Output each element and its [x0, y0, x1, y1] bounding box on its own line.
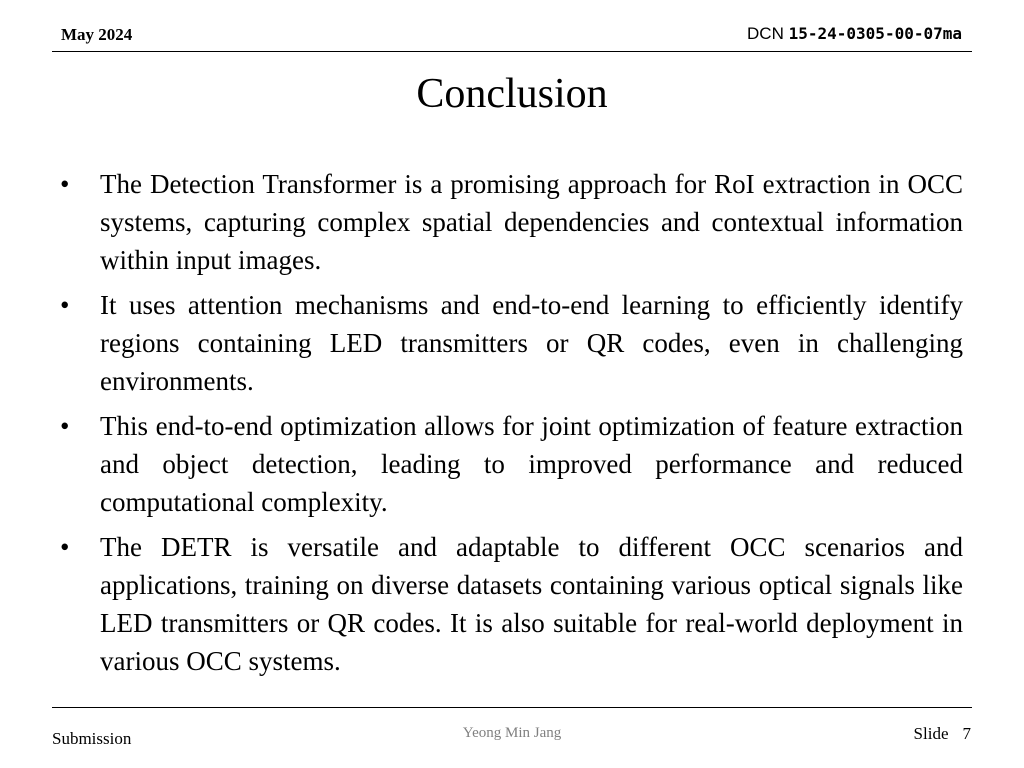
- slide-number: 7: [962, 724, 971, 743]
- bullet-text: The DETR is versatile and adaptable to different OCC scenarios and applications, training on diverse datasets containing various optical signals like LED transmitters or QR codes. It is also suitable for real-world deployment in various OCC systems.: [100, 532, 963, 676]
- dcn-label: DCN: [747, 24, 784, 43]
- slide-title: Conclusion: [416, 71, 608, 117]
- bullet-text: The Detection Transformer is a promising approach for RoI extraction in OCC systems, capturing complex spatial dependencies and contextual information within input images.: [100, 169, 963, 275]
- footer-submission: Submission: [52, 729, 132, 748]
- bullet-dot-icon: •: [60, 532, 70, 562]
- footer-divider: [52, 707, 972, 708]
- slide-label: Slide: [913, 724, 949, 743]
- header-dcn: [747, 24, 962, 44]
- bullet-item: [60, 286, 963, 400]
- bullet-text: This end-to-end optimization allows for joint optimization of feature extraction and object detection, leading to improved performance and reduced computational complexity.: [100, 411, 963, 517]
- header-divider: [52, 51, 972, 52]
- header-date: May 2024: [61, 25, 133, 44]
- bullet-dot-icon: •: [60, 411, 70, 441]
- bullet-item: [60, 165, 963, 279]
- dcn-number: 15-24-0305-00-07ma: [788, 24, 962, 43]
- bullet-item: [60, 407, 963, 521]
- bullet-dot-icon: •: [60, 290, 70, 320]
- bullet-item: [60, 528, 963, 680]
- bullet-dot-icon: •: [60, 169, 70, 199]
- bullet-list: [60, 165, 963, 687]
- bullet-text: It uses attention mechanisms and end-to-end learning to efficiently identify regions containing LED transmitters or QR codes, even in challenging environments.: [100, 290, 963, 396]
- footer-slide-number: [914, 724, 971, 744]
- footer-author: Yeong Min Jang: [462, 725, 562, 741]
